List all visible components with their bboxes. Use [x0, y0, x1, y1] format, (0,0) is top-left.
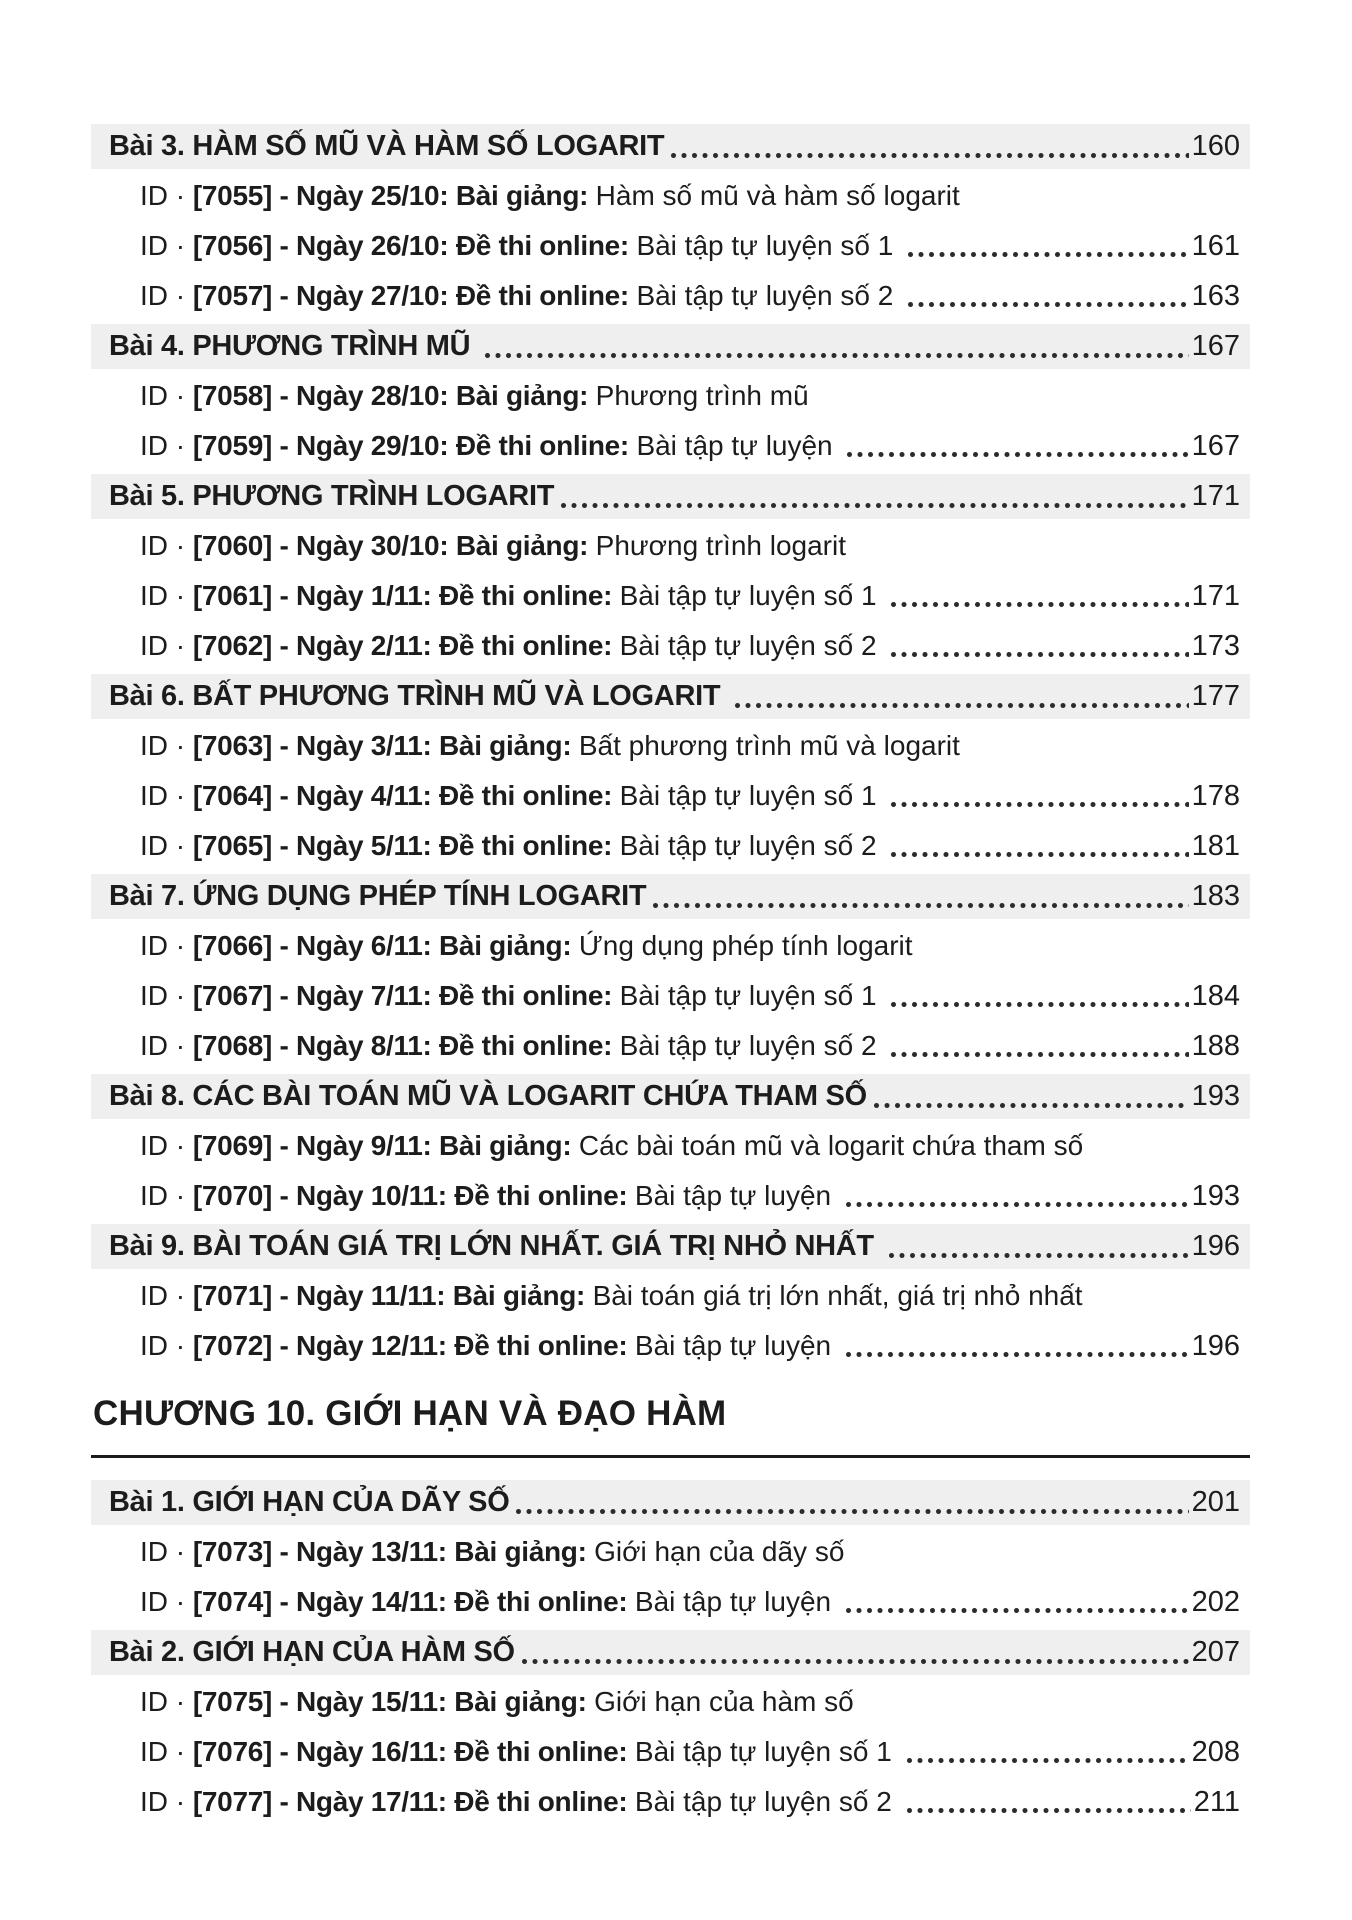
dot-leader [908, 302, 1188, 308]
page-number: 163 [1191, 279, 1240, 312]
item-title: Bài tập tự luyện [636, 430, 841, 461]
dot-leader [889, 1253, 1189, 1259]
item-title: Hàm số mũ và hàm số logarit [595, 180, 960, 211]
item-meta: [7057] - Ngày 27/10: Đề thi online: [192, 280, 637, 311]
item-title: Bài tập tự luyện số 1 [619, 780, 885, 811]
section-title: Bài 8. CÁC BÀI TOÁN MŨ VÀ LOGARIT CHỨA THAM SỐ [109, 1080, 867, 1112]
item-meta: [7061] - Ngày 1/11: Đề thi online: [192, 580, 620, 611]
page-number: 181 [1191, 829, 1240, 862]
section-title: Bài 2. GIỚI HẠN CỦA HÀM SỐ [109, 1636, 515, 1668]
dot-leader [516, 1509, 1188, 1515]
dot-leader [847, 452, 1188, 458]
item-meta: [7077] - Ngày 17/11: Đề thi online: [192, 1786, 635, 1817]
page-number: 160 [1191, 130, 1240, 162]
toc-item-row [91, 1777, 1250, 1827]
toc-section-row [91, 124, 1250, 169]
dot-leader [891, 852, 1188, 858]
page-number: 188 [1191, 1029, 1240, 1062]
toc-item-row [91, 921, 1250, 971]
dot-leader [846, 1608, 1189, 1614]
dot-leader [891, 652, 1188, 658]
item-id-label: ID · [140, 1030, 193, 1061]
dot-leader [907, 1758, 1189, 1764]
toc-item-row [91, 971, 1250, 1021]
item-id-label: ID · [140, 280, 193, 311]
toc-item-row [91, 1677, 1250, 1727]
toc-item-row [91, 771, 1250, 821]
item-meta: [7066] - Ngày 6/11: Bài giảng: [192, 930, 579, 961]
dot-leader [735, 703, 1189, 709]
item-title: Bất phương trình mũ và logarit [578, 730, 960, 761]
item-title: Bài tập tự luyện số 2 [636, 280, 902, 311]
page-number: 196 [1191, 1230, 1240, 1262]
dot-leader [561, 503, 1188, 509]
item-id-label: ID · [140, 1180, 193, 1211]
page-number: 183 [1191, 880, 1240, 912]
item-title: Giới hạn của dãy số [594, 1536, 845, 1567]
page-number: 193 [1191, 1080, 1240, 1112]
page-number: 202 [1191, 1585, 1240, 1618]
item-meta: [7059] - Ngày 29/10: Đề thi online: [192, 430, 637, 461]
page-number: 167 [1191, 429, 1240, 462]
item-id-label: ID · [140, 1280, 193, 1311]
page-number: 184 [1191, 979, 1240, 1012]
toc-item-row [91, 1577, 1250, 1627]
section-title: Bài 1. GIỚI HẠN CỦA DÃY SỐ [109, 1486, 510, 1518]
item-title: Bài tập tự luyện [634, 1180, 839, 1211]
dot-leader [891, 1002, 1188, 1008]
dot-leader [522, 1659, 1189, 1665]
item-meta: [7065] - Ngày 5/11: Đề thi online: [192, 830, 620, 861]
item-meta: [7058] - Ngày 28/10: Bài giảng: [192, 380, 596, 411]
dot-leader [846, 1352, 1189, 1358]
toc-section-row [91, 474, 1250, 519]
item-id-label: ID · [140, 1686, 193, 1717]
item-meta: [7055] - Ngày 25/10: Bài giảng: [192, 180, 596, 211]
item-id-label: ID · [140, 1536, 193, 1567]
item-id-label: ID · [140, 180, 193, 211]
toc-section-row [91, 1480, 1250, 1525]
dot-leader [485, 353, 1189, 359]
item-title: Bài tập tự luyện số 2 [619, 1030, 885, 1061]
item-title: Bài tập tự luyện [634, 1586, 839, 1617]
item-id-label: ID · [140, 930, 193, 961]
section-title: Bài 6. BẤT PHƯƠNG TRÌNH MŨ VÀ LOGARIT [109, 680, 729, 712]
item-title: Bài tập tự luyện số 1 [619, 580, 885, 611]
item-id-label: ID · [140, 630, 193, 661]
chapter-title: CHƯƠNG 10. GIỚI HẠN VÀ ĐẠO HÀM [93, 1394, 727, 1433]
item-title: Ứng dụng phép tính logarit [578, 930, 913, 961]
item-id-label: ID · [140, 380, 193, 411]
page-number: 178 [1191, 779, 1240, 812]
item-meta: [7076] - Ngày 16/11: Đề thi online: [192, 1736, 635, 1767]
item-title: Bài toán giá trị lớn nhất, giá trị nhỏ nhất [592, 1280, 1083, 1311]
item-id-label: ID · [140, 980, 193, 1011]
page-number: 207 [1191, 1636, 1240, 1668]
item-id-label: ID · [140, 1586, 193, 1617]
item-meta: [7063] - Ngày 3/11: Bài giảng: [192, 730, 579, 761]
item-id-label: ID · [140, 530, 193, 561]
item-meta: [7068] - Ngày 8/11: Đề thi online: [192, 1030, 620, 1061]
toc-item-row [91, 571, 1250, 621]
chapter-rule [91, 1455, 1250, 1458]
toc-item-row [91, 221, 1250, 271]
toc-section-row [91, 324, 1250, 369]
item-meta: [7071] - Ngày 11/11: Bài giảng: [192, 1280, 593, 1311]
section-title: Bài 9. BÀI TOÁN GIÁ TRỊ LỚN NHẤT. GIÁ TRỊ NHỎ NHẤT [109, 1230, 882, 1262]
dot-leader [671, 153, 1188, 159]
toc-item-row [91, 821, 1250, 871]
page-number: 211 [1193, 1785, 1240, 1818]
page-number: 193 [1191, 1179, 1240, 1212]
toc-item-row [91, 421, 1250, 471]
toc-item-row [91, 1527, 1250, 1577]
item-title: Bài tập tự luyện số 2 [634, 1786, 900, 1817]
toc-section-row [91, 674, 1250, 719]
dot-leader [891, 802, 1188, 808]
toc-section-row [91, 1224, 1250, 1269]
item-meta: [7064] - Ngày 4/11: Đề thi online: [192, 780, 620, 811]
toc-item-row [91, 1021, 1250, 1071]
toc-item-row [91, 1727, 1250, 1777]
toc-section-row [91, 874, 1250, 919]
item-title: Các bài toán mũ và logarit chứa tham số [578, 1130, 1084, 1161]
toc-item-row [91, 1271, 1250, 1321]
item-meta: [7060] - Ngày 30/10: Bài giảng: [192, 530, 596, 561]
item-meta: [7073] - Ngày 13/11: Bài giảng: [192, 1536, 595, 1567]
section-title: Bài 3. HÀM SỐ MŨ VÀ HÀM SỐ LOGARIT [109, 130, 665, 162]
item-title: Bài tập tự luyện [634, 1330, 839, 1361]
dot-leader [891, 1052, 1188, 1058]
toc-section-row [91, 1630, 1250, 1675]
item-meta: [7062] - Ngày 2/11: Đề thi online: [192, 630, 620, 661]
item-title: Bài tập tự luyện số 1 [634, 1736, 900, 1767]
item-id-label: ID · [140, 830, 193, 861]
page-number: 208 [1191, 1735, 1240, 1768]
item-title: Bài tập tự luyện số 1 [619, 980, 885, 1011]
toc-item-row [91, 1321, 1250, 1371]
toc-section-row [91, 1074, 1250, 1119]
toc-item-row [91, 521, 1250, 571]
dot-leader [891, 602, 1188, 608]
item-title: Bài tập tự luyện số 2 [619, 830, 885, 861]
item-id-label: ID · [140, 1786, 193, 1817]
item-meta: [7075] - Ngày 15/11: Bài giảng: [192, 1686, 595, 1717]
toc-item-row [91, 721, 1250, 771]
item-title: Phương trình logarit [595, 530, 847, 561]
item-id-label: ID · [140, 1736, 193, 1767]
page-number: 171 [1191, 579, 1240, 612]
item-id-label: ID · [140, 230, 193, 261]
item-id-label: ID · [140, 780, 193, 811]
chapter-heading-block [91, 1391, 1250, 1458]
item-meta: [7056] - Ngày 26/10: Đề thi online: [192, 230, 637, 261]
dot-leader [907, 1808, 1191, 1814]
dot-leader [874, 1103, 1189, 1109]
table-of-contents [91, 121, 1250, 1827]
item-title: Phương trình mũ [595, 380, 809, 411]
item-title: Bài tập tự luyện số 1 [636, 230, 902, 261]
page-number: 171 [1191, 480, 1240, 512]
page-number: 177 [1191, 680, 1240, 712]
dot-leader [653, 903, 1188, 909]
page-number: 161 [1191, 229, 1240, 262]
dot-leader [908, 252, 1188, 258]
item-meta: [7072] - Ngày 12/11: Đề thi online: [192, 1330, 635, 1361]
section-title: Bài 7. ỨNG DỤNG PHÉP TÍNH LOGARIT [109, 880, 647, 912]
item-title: Giới hạn của hàm số [594, 1686, 854, 1717]
item-title: Bài tập tự luyện số 2 [619, 630, 885, 661]
toc-item-row [91, 621, 1250, 671]
toc-item-row [91, 1171, 1250, 1221]
page-number: 173 [1191, 629, 1240, 662]
item-id-label: ID · [140, 1330, 193, 1361]
item-id-label: ID · [140, 580, 193, 611]
item-meta: [7067] - Ngày 7/11: Đề thi online: [192, 980, 620, 1011]
page-number: 167 [1191, 330, 1240, 362]
item-meta: [7069] - Ngày 9/11: Bài giảng: [192, 1130, 579, 1161]
page-number: 201 [1191, 1486, 1240, 1518]
item-meta: [7070] - Ngày 10/11: Đề thi online: [192, 1180, 635, 1211]
section-title: Bài 4. PHƯƠNG TRÌNH MŨ [109, 330, 478, 362]
item-id-label: ID · [140, 730, 193, 761]
toc-item-row [91, 1121, 1250, 1171]
toc-item-row [91, 371, 1250, 421]
item-id-label: ID · [140, 1130, 193, 1161]
item-id-label: ID · [140, 430, 193, 461]
item-meta: [7074] - Ngày 14/11: Đề thi online: [192, 1586, 635, 1617]
page-number: 196 [1191, 1329, 1240, 1362]
dot-leader [846, 1202, 1189, 1208]
section-title: Bài 5. PHƯƠNG TRÌNH LOGARIT [109, 480, 555, 512]
toc-item-row [91, 271, 1250, 321]
toc-item-row [91, 171, 1250, 221]
